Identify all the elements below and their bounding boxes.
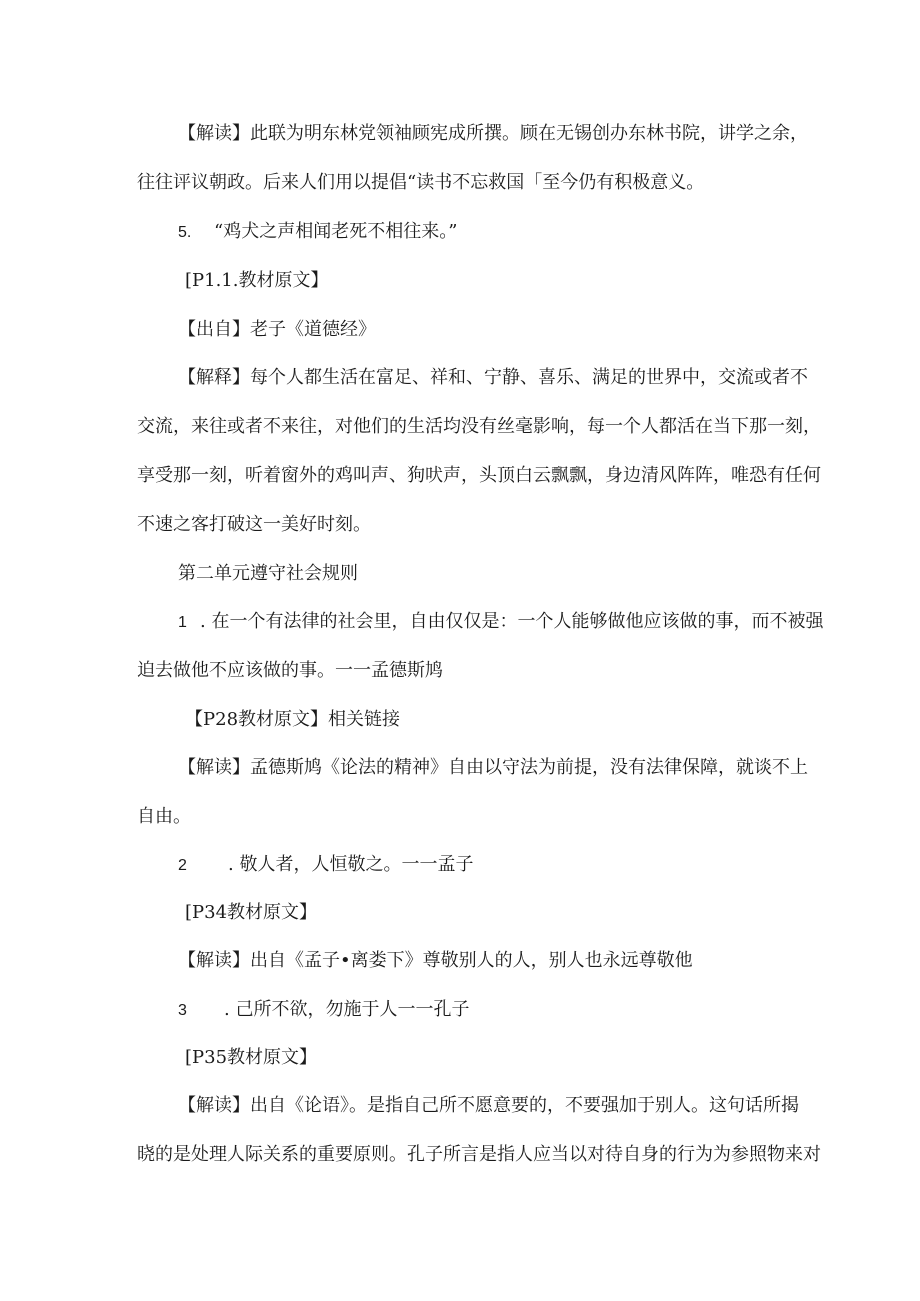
paragraph-line: 迫去做他不应该做的事。一一孟德斯鸠 [137, 660, 443, 681]
source-label: [P34教材原文】 [185, 902, 318, 923]
paragraph-line: 交流，来往或者不来往，对他们的生活均没有丝毫影响，每一个人都活在当下那一刻， [137, 416, 821, 437]
paragraph-line: 自由。 [137, 806, 191, 827]
item-number: 5. [178, 224, 192, 241]
paragraph-line: 晓的是处理人际关系的重要原则。孔子所言是指人应当以对待自身的行为为参照物来对 [137, 1144, 821, 1165]
source-label: [P1.1.教材原文】 [185, 270, 329, 291]
item-2-line [178, 853, 473, 878]
paragraph-line: 享受那一刻，听着窗外的鸡叫声、狗吠声，头顶白云飘飘，身边清风阵阵，唯恐有任何 [137, 465, 821, 486]
source-label: [P35教材原文】 [185, 1047, 318, 1068]
paragraph-line: 【解释】每个人都生活在富足、祥和、宁静、喜乐、满足的世界中，交流或者不 [178, 367, 808, 388]
item-1-line [178, 610, 823, 635]
item-number: 3 [178, 1002, 187, 1019]
item-3-line [178, 998, 469, 1023]
item-number: 2 [178, 857, 187, 874]
paragraph-line: 【解读】出自《论语》。是指自己所不愿意要的，不要强加于别人。这句话所揭 [178, 1095, 799, 1116]
item-number: 1 [178, 614, 187, 631]
source-label: 【P28教材原文】相关链接 [185, 709, 401, 730]
item-text: . 在一个有法律的社会里，自由仅仅是：一个人能够做他应该做的事，而不被强 [200, 611, 824, 632]
item-text: “鸡犬之声相闻老死不相往来。” [214, 221, 458, 242]
source-from: 【出自】老子《道德经》 [178, 319, 376, 340]
paragraph-line: 不速之客打破这一美好时刻。 [137, 514, 371, 535]
item-text: . 敬人者，人恒敬之。一一孟子 [228, 854, 474, 875]
item-5-line [178, 220, 457, 245]
paragraph-line: 【解读】孟德斯鸠《论法的精神》自由以守法为前提，没有法律保障，就谈不上 [178, 757, 808, 778]
item-text: . 己所不欲，勿施于人一一孔子 [224, 999, 470, 1020]
paragraph-line: 往往评议朝政。后来人们用以提倡“读书不忘救国「至今仍有积极意义。 [137, 172, 705, 193]
paragraph-line: 【解读】此联为明东林党领袖顾宪成所撰。顾在无锡创办东林书院，讲学之余， [178, 123, 808, 144]
paragraph-line: 【解读】出自《孟子•离娄下》尊敬别人的人，别人也永远尊敬他 [178, 950, 693, 971]
section-title: 第二单元遵守社会规则 [178, 563, 358, 584]
